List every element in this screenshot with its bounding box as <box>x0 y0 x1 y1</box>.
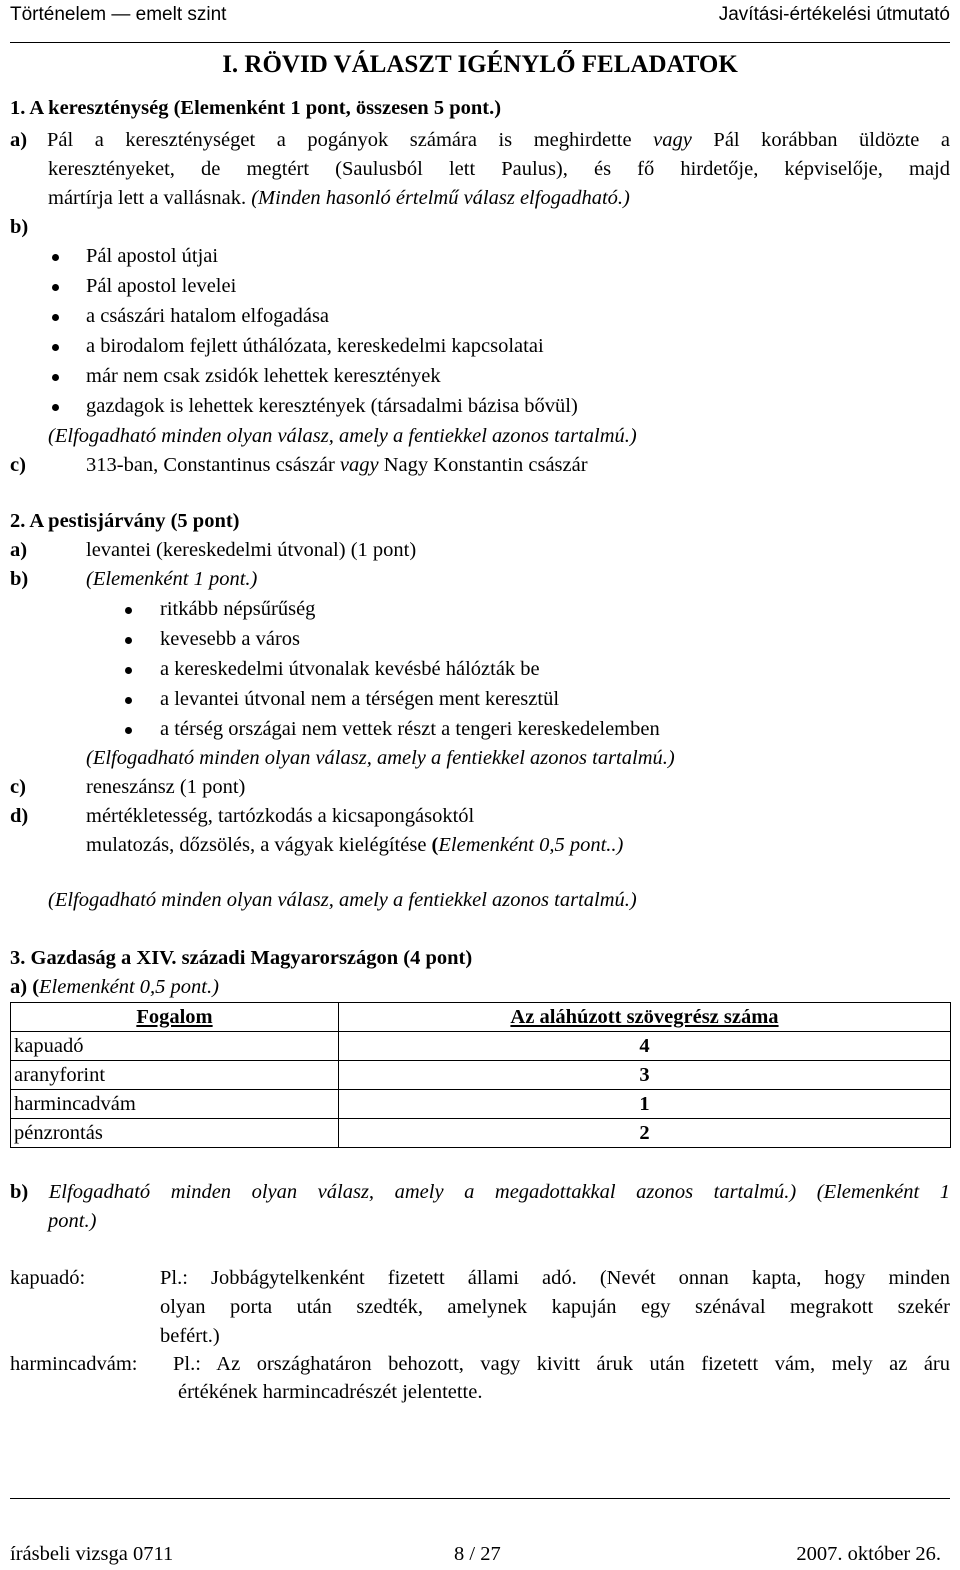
table-row <box>11 1119 951 1148</box>
footer-date: 2007. október 26. <box>796 1543 941 1565</box>
q3-a-note: Elemenként 0,5 pont.) <box>39 976 219 998</box>
table-cell-number: 1 <box>339 1090 951 1119</box>
bullet-icon <box>125 607 132 614</box>
list-item: Pál apostol útjai <box>86 245 219 267</box>
q3-b-label: b) <box>10 1181 49 1203</box>
table-header-cell: Fogalom <box>11 1003 339 1032</box>
bullet-icon <box>52 284 59 291</box>
q3-b-line2: pont.) <box>48 1210 97 1232</box>
q3-b-line1 <box>10 1178 950 1208</box>
q2-b-label: b) <box>10 568 29 590</box>
bullet-icon <box>52 254 59 261</box>
table-cell-number: 4 <box>339 1032 951 1061</box>
q2-d-note: Elemenként 0,5 pont..) <box>438 834 624 856</box>
section-title: I. RÖVID VÁLASZT IGÉNYLŐ FELADATOK <box>222 51 738 78</box>
bullet-icon <box>52 404 59 411</box>
q1-title: 1. A kereszténység (Elemenként 1 pont, összesen 5 pont.) <box>10 97 502 119</box>
q2-accept: (Elfogadható minden olyan válasz, amely a fentiekkel azonos tartalmú.) <box>48 889 637 911</box>
q1-b-note: (Elfogadható minden olyan válasz, amely a fentiekkel azonos tartalmú.) <box>48 425 637 447</box>
header-right: Javítási-értékelési útmutató <box>718 4 950 25</box>
q2-a-label: a) <box>10 539 28 561</box>
q2-title: 2. A pestisjárvány (5 pont) <box>10 510 240 532</box>
q2-b-note: (Elemenként 1 pont.) <box>86 568 258 590</box>
q1-a-line1-post: Pál korábban üldözte a <box>691 129 950 151</box>
concept-table <box>10 1002 951 1148</box>
q2-d-line2-text: mulatozás, dőzsölés, a vágyak kielégítése <box>86 834 432 856</box>
q2-d-line2 <box>86 831 623 861</box>
bullet-icon <box>52 314 59 321</box>
footer-page-number: 8 / 27 <box>454 1543 501 1565</box>
table-cell-number: 2 <box>339 1119 951 1148</box>
q1-a-line1-pre: Pál a kereszténységet a pogányok számára is meghirdette <box>47 129 654 151</box>
table-row <box>11 1032 951 1061</box>
table-cell-number: 3 <box>339 1061 951 1090</box>
q2-a-text: levantei (kereskedelmi útvonal) (1 pont) <box>86 539 417 561</box>
q2-d-line1: mértékletesség, tartózkodás a kicsapongásoktól <box>86 805 475 827</box>
kapuado-def-line1: Pl.: Jobbágytelkenként fizetett állami adó. (Nevét onnan kapta, hogy minden <box>160 1267 950 1289</box>
q2-c-label: c) <box>10 776 26 798</box>
table-header-cell: Az aláhúzott szövegrész száma <box>339 1003 951 1032</box>
list-item: már nem csak zsidók lehettek keresztények <box>86 365 441 387</box>
q2-c-text: reneszánsz (1 pont) <box>86 776 246 798</box>
list-item: ritkább népsűrűség <box>160 598 316 620</box>
header-left: Történelem — emelt szint <box>10 4 227 25</box>
q3-title: 3. Gazdaság a XIV. századi Magyarországon (4 pont) <box>10 947 473 969</box>
q3-a-line <box>10 973 219 1003</box>
table-row <box>11 1090 951 1119</box>
q1-a-line3 <box>48 184 630 214</box>
q1-a-note: (Minden hasonló értelmű válasz elfogadható.) <box>251 187 630 209</box>
header-rule <box>10 42 950 43</box>
table-cell-term: harmincadvám <box>11 1090 339 1119</box>
kapuado-term: kapuadó: <box>10 1267 86 1289</box>
bullet-icon <box>125 667 132 674</box>
list-item: a kereskedelmi útvonalak kevésbé hálózták be <box>160 658 540 680</box>
q1-c-label: c) <box>10 454 26 476</box>
kapuado-def-line2: olyan porta után szedték, amelynek kapuján egy szénával megrakott szekér <box>160 1296 950 1318</box>
list-item: gazdagok is lehettek keresztények (társadalmi bázisa bővül) <box>86 395 578 417</box>
table-header-row <box>11 1003 951 1032</box>
bullet-icon <box>52 374 59 381</box>
list-item: a birodalom fejlett úthálózata, kereskedelmi kapcsolatai <box>86 335 544 357</box>
q2-b-accept: (Elfogadható minden olyan válasz, amely a fentiekkel azonos tartalmú.) <box>86 747 675 769</box>
table-cell-term: pénzrontás <box>11 1119 339 1148</box>
list-item: a térség országai nem vettek részt a tengeri kereskedelemben <box>160 718 660 740</box>
harmincadvam-def-line1: Pl.: Az országhatáron behozott, vagy kivitt áruk után fizetett vám, mely az áru <box>173 1353 950 1375</box>
table-cell-term: kapuadó <box>11 1032 339 1061</box>
q1-c-pre: 313-ban, Constantinus császár <box>86 454 340 476</box>
q3-a-label: a) <box>10 976 33 998</box>
q2-d-label: d) <box>10 805 29 827</box>
list-item: Pál apostol levelei <box>86 275 237 297</box>
bullet-icon <box>125 637 132 644</box>
q1-a-line1 <box>47 126 950 156</box>
bullet-icon <box>125 697 132 704</box>
harmincadvam-term: harmincadvám: <box>10 1353 138 1375</box>
q1-a-line2: keresztényeket, de megtért (Saulusból lett Paulus), és fő hirdetője, képviselője, majd <box>48 158 950 180</box>
bullet-icon <box>52 344 59 351</box>
list-item: kevesebb a város <box>160 628 301 650</box>
q2-d-paren: ( <box>431 834 439 856</box>
footer-left: írásbeli vizsga 0711 <box>10 1543 174 1565</box>
kapuado-def-line3: befért.) <box>160 1325 220 1347</box>
q1-b-label: b) <box>10 216 29 238</box>
harmincadvam-def-line2: értékének harmincadrészét jelentette. <box>178 1381 483 1403</box>
q1-a-label: a) <box>10 129 28 151</box>
q1-c-or: vagy <box>339 454 379 476</box>
bullet-icon <box>125 727 132 734</box>
q1-a-or: vagy <box>653 129 692 151</box>
q1-c-post: Nagy Konstantin császár <box>378 454 588 476</box>
q1-a-line3-text: mártírja lett a vallásnak. <box>48 187 252 209</box>
table-cell-term: aranyforint <box>11 1061 339 1090</box>
q1-c-text <box>86 451 588 481</box>
footer-rule <box>10 1498 950 1499</box>
list-item: a császári hatalom elfogadása <box>86 305 330 327</box>
table-row <box>11 1061 951 1090</box>
q3-b-note: Elfogadható minden olyan válasz, amely a megadottakkal azonos tartalmú.) (Elemenként 1 <box>48 1181 950 1203</box>
list-item: a levantei útvonal nem a térségen ment keresztül <box>160 688 560 710</box>
q3-a-paren: ( <box>32 976 40 998</box>
